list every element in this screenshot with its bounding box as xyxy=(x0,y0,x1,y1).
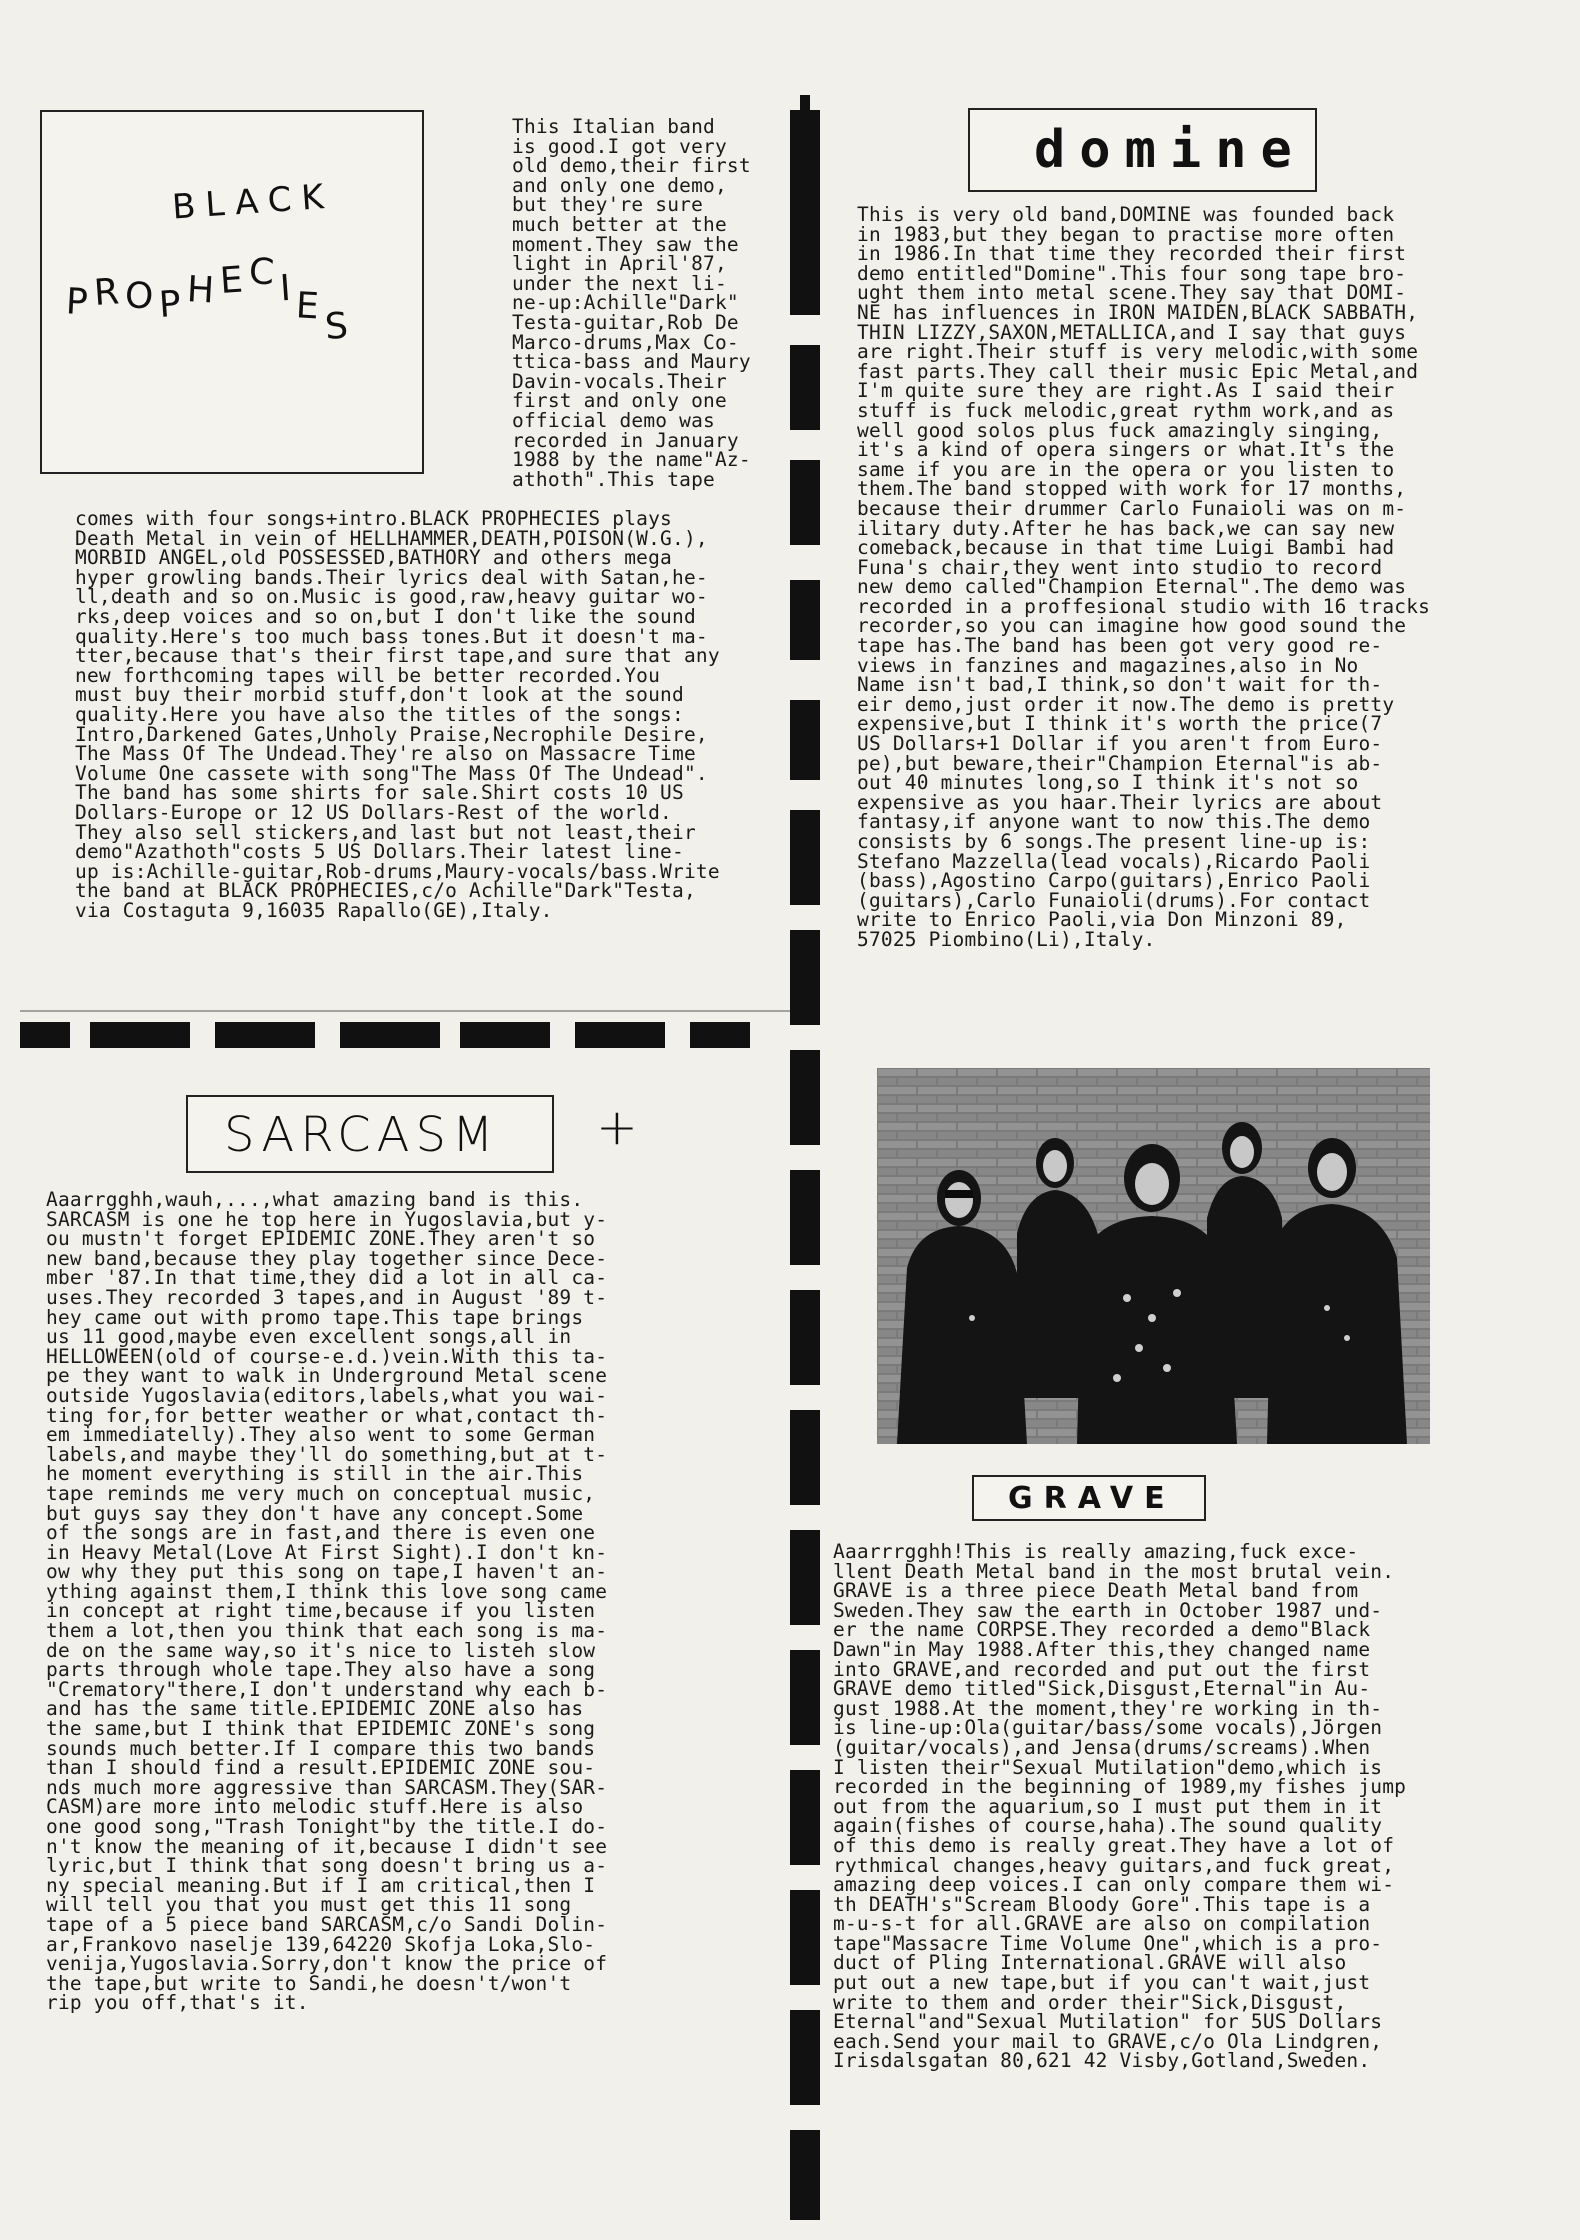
divider-dash xyxy=(790,700,820,780)
divider-dash xyxy=(790,1890,820,1985)
text-line: This is very old band,DOMINE was founded back xyxy=(857,203,1395,226)
black-prophecies-logo-prophecies xyxy=(64,251,356,348)
text-line: the tape,but write to Sandi,he doesn't/won't xyxy=(46,1971,572,1995)
text-line: ything against them,I think this love song came xyxy=(46,1579,608,1603)
grave-logo-box xyxy=(972,1475,1206,1521)
text-line: I'm quite sure they are right.As I said their xyxy=(857,379,1395,403)
grave-band-photo-image xyxy=(877,1068,1430,1444)
text-line: each.Send your mail to GRAVE,c/o Ola Lindgren, xyxy=(833,2029,1383,2053)
text-line: in concept at right time,because if you listen xyxy=(46,1599,596,1623)
divider-dash xyxy=(340,1022,440,1048)
text-line: ar,Frankovo naselje 139,64220 Skofja Loka,Slo- xyxy=(46,1932,596,1956)
text-line: but they're sure xyxy=(512,193,704,217)
text-line: ll,death and so on.Music is good,raw,heavy guitar wo- xyxy=(75,585,708,609)
text-line: parts through whole tape.They also have a song xyxy=(46,1658,596,1682)
text-line: in 1983,but they began to practise more often xyxy=(857,222,1395,246)
text-line: amazing deep voices.I can only compare them wi- xyxy=(833,1873,1395,1897)
text-line: nds much more aggressive than SARCASM.They(SAR- xyxy=(46,1775,608,1799)
text-line: recorded in the beginning of 1989,my fishes jump xyxy=(833,1775,1407,1799)
divider-dash xyxy=(790,2010,820,2105)
logo-letter: E xyxy=(295,285,327,328)
text-line: Aaarrgghh,wauh,...,what amazing band is this. xyxy=(46,1188,584,1211)
divider-dash xyxy=(575,1022,665,1048)
text-line: th DEATH's"Scream Bloody Gore".This tape is a xyxy=(833,1892,1371,1916)
text-line: "Crematory"there,I don't understand why each b- xyxy=(46,1677,608,1701)
text-line: is good.I got very xyxy=(512,134,727,158)
text-line: Dollars-Europe or 12 US Dollars-Rest of the world. xyxy=(75,800,672,824)
grave-body xyxy=(833,1542,1406,2071)
text-line: it's a kind of opera singers or what.It's the xyxy=(857,438,1395,462)
divider-dash xyxy=(790,460,820,545)
text-line: in Heavy Metal(Love At First Sight).I don't kn- xyxy=(46,1540,608,1564)
text-line: n't know the meaning of it,because I didn't see xyxy=(46,1834,608,1858)
text-line: Irisdalsgatan 80,621 42 Visby,Gotland,Sweden. xyxy=(833,2049,1371,2073)
logo-letter: R xyxy=(92,270,127,315)
logo-letter: P xyxy=(64,281,95,324)
black-prophecies-logo-box xyxy=(40,110,424,474)
text-line: write to Enrico Paoli,via Don Minzoni 89, xyxy=(857,908,1347,932)
text-line: than I should find a result.EPIDEMIC ZONE sou- xyxy=(46,1756,596,1780)
text-line: expensive,but I think it's worth the price(7 xyxy=(857,712,1383,736)
text-line: under the next li- xyxy=(512,271,727,295)
domine-body xyxy=(857,205,1430,950)
sarcasm-body xyxy=(46,1190,607,2013)
text-line: much better at the xyxy=(512,212,727,236)
text-line: (guitars),Carlo Funaioli(drums).For contact xyxy=(857,888,1371,912)
text-line: outside Yugoslavia(editors,labels,what you wai- xyxy=(46,1383,608,1407)
text-line: quality.Here's too much bass tones.But it doesn't ma- xyxy=(75,624,708,648)
text-line: 1988 by the name"Az- xyxy=(512,448,751,472)
text-line: GRAVE demo titled"Sick,Disgust,Eternal"in Au- xyxy=(833,1677,1371,1701)
grave-logo: GRAVE xyxy=(1008,1481,1176,1516)
text-line: put out a new tape,but if you can't wait,just xyxy=(833,1971,1371,1995)
text-line: I listen their"Sexual Mutilation"demo,which is xyxy=(833,1755,1383,1779)
text-line: Volume One cassete with song"The Mass Of The Undead". xyxy=(75,761,708,785)
text-line: demo entitled"Domine".This four song tape bro- xyxy=(857,261,1407,285)
text-line: well good solos plus fuck amazingly singing, xyxy=(857,418,1383,442)
text-line: views in fanzines and magazines,also in No xyxy=(857,653,1359,677)
text-line: Intro,Darkened Gates,Unholy Praise,Necrophile Desire, xyxy=(75,722,708,746)
text-line: is line-up:Ola(guitar/bass/some vocals),Jörgen xyxy=(833,1716,1383,1740)
intro-lines xyxy=(512,115,751,491)
text-line: The Mass Of The Undead.They're also on Massacre Time xyxy=(75,742,696,766)
logo-letter: E xyxy=(218,259,251,302)
text-line: write to them and order their"Sick,Disgust, xyxy=(833,1990,1347,2014)
text-line: eir demo,just order it now.The demo is pretty xyxy=(857,692,1395,716)
text-line: Name isn't bad,I think,so don't wait for th- xyxy=(857,673,1383,697)
text-line: ting for,for better weather or what,contact th- xyxy=(46,1403,608,1427)
text-line: gust 1988.At the moment,they're working in th- xyxy=(833,1696,1383,1720)
text-line: via Costaguta 9,16035 Rapallo(GE),Italy. xyxy=(75,898,553,922)
text-line: Davin-vocals.Their xyxy=(512,369,727,393)
text-line: (bass),Agostino Carpo(guitars),Enrico Paoli xyxy=(857,869,1371,893)
text-line: (guitar/vocals),and Jensa(drums/screams).When xyxy=(833,1735,1371,1759)
text-line: pe),but beware,their"Champion Eternal"is ab- xyxy=(857,751,1383,775)
text-line: again(fishes of course,haha).The sound quality xyxy=(833,1814,1383,1838)
text-line: em immediatelly).They also went to some German xyxy=(46,1423,596,1447)
text-line: hey came out with promo tape.This tape brings xyxy=(46,1305,584,1329)
domine-logo-box xyxy=(968,108,1317,192)
text-line: them.The band stopped with work for 17 months, xyxy=(857,477,1407,501)
text-line: official demo was xyxy=(512,408,715,432)
text-line: ow why they put this song on tape,I haven't an- xyxy=(46,1560,608,1584)
divider-dash xyxy=(790,345,820,430)
text-line: are right.Their stuff is very melodic,with some xyxy=(857,340,1419,364)
text-line: Eternal"and"Sexual Mutilation" for 5US Dollars xyxy=(833,2010,1383,2034)
divider-dash xyxy=(790,1170,820,1265)
divider-dash xyxy=(90,1022,190,1048)
text-line: will tell you that you must get this 11 song xyxy=(46,1893,572,1917)
divider-dash xyxy=(790,1290,820,1385)
logo-letter: S xyxy=(323,305,356,348)
text-line: quality.Here you have also the titles of the songs: xyxy=(75,702,684,726)
divider-dash xyxy=(215,1022,315,1048)
text-line: tter,because that's their first tape,and sure that any xyxy=(75,644,720,668)
text-line: mber '87.In that time,they did a lot in all ca- xyxy=(46,1266,608,1290)
text-line: NE has influences in IRON MAIDEN,BLACK SABBATH, xyxy=(857,300,1419,324)
text-line: athoth".This tape xyxy=(512,467,715,491)
sarcasm-logo: SARCASM xyxy=(224,1107,500,1163)
text-line: because their drummer Carlo Funaioli was on m- xyxy=(857,496,1407,520)
text-line: They also sell stickers,and last but not least,their xyxy=(75,820,696,844)
text-line: expensive as you haar.Their lyrics are about xyxy=(857,790,1383,814)
sarcasm-logo-box xyxy=(186,1095,554,1173)
text-line: Death Metal in vein of HELLHAMMER,DEATH,POISON(W.G.), xyxy=(75,526,708,550)
divider-dash xyxy=(20,1010,800,1012)
divider-dash xyxy=(790,230,820,315)
text-line: stuff is fuck melodic,great rythm work,and as xyxy=(857,398,1395,422)
text-line: m-u-s-t for all.GRAVE are also on compilation xyxy=(833,1912,1371,1936)
text-line: 57025 Piombino(Li),Italy. xyxy=(857,927,1156,951)
text-line: HELLOWEEN(old of course-e.d.)vein.With this ta- xyxy=(46,1344,608,1368)
text-line: sounds much better.If I compare this two bands xyxy=(46,1736,596,1760)
text-line: MORBID ANGEL,old POSSESSED,BATHORY and others mega xyxy=(75,546,672,570)
divider-dash xyxy=(20,1022,70,1048)
text-line: uses.They recorded 3 tapes,and in August '89 t- xyxy=(46,1285,608,1309)
text-line: hyper growling bands.Their lyrics deal with Satan,he- xyxy=(75,565,708,589)
text-line: llent Death Metal band in the most brutal vein. xyxy=(833,1559,1395,1583)
divider-dash xyxy=(690,1022,750,1048)
text-line: he moment everything is still in the air.This xyxy=(46,1462,584,1486)
text-line: of this demo is really great.They have a lot of xyxy=(833,1833,1395,1857)
text-line: first and only one xyxy=(512,389,727,413)
text-line: lyric,but I think that song doesn't bring us a- xyxy=(46,1854,608,1878)
text-line: ne-up:Achille"Dark" xyxy=(512,291,739,315)
text-line: in 1986.In that time they recorded their first xyxy=(857,242,1407,266)
text-line: demo"Azathoth"costs 5 US Dollars.Their latest line- xyxy=(75,840,684,864)
text-line: labels,and maybe they'll do something,but at t- xyxy=(46,1442,608,1466)
text-line: fast parts.They call their music Epic Metal,and xyxy=(857,359,1419,383)
divider-dash xyxy=(790,1530,820,1625)
text-line: consists by 6 songs.The present line-up is: xyxy=(857,830,1371,853)
text-line: tape has.The band has been got very good re- xyxy=(857,634,1383,658)
text-line: out 40 minutes long,so I think it's not so xyxy=(857,771,1359,795)
text-line: recorded in January xyxy=(512,428,739,452)
text-line: US Dollars+1 Dollar if you aren't from Euro- xyxy=(857,732,1383,756)
divider-dash xyxy=(790,810,820,905)
text-line: pe they want to walk in Underground Metal scene xyxy=(46,1364,608,1388)
text-line: Testa-guitar,Rob De xyxy=(512,310,739,334)
text-line: tape reminds me very much on conceptual music, xyxy=(46,1481,596,1505)
text-line: Dawn"in May 1988.After this,they changed name xyxy=(833,1637,1371,1661)
text-line: SARCASM is one he top here in Yugoslavia,but y- xyxy=(46,1207,608,1231)
text-line: same if you are in the opera or you listen to xyxy=(857,457,1395,481)
black-prophecies-logo-black: BLACK xyxy=(170,176,335,228)
text-line: ught them into metal scene.They say that DOMI- xyxy=(857,281,1407,305)
text-line: new band,because they play together since Dece- xyxy=(46,1246,608,1270)
text-line: the same,but I think that EPIDEMIC ZONE's song xyxy=(46,1717,596,1741)
text-line: recorded in a proffesional studio with 16 tracks xyxy=(857,594,1431,618)
text-line: The band has some shirts for sale.Shirt costs 10 US xyxy=(75,781,684,805)
text-line: venija,Yugoslavia.Sorry,don't know the price of xyxy=(46,1952,608,1976)
divider-dash xyxy=(790,1410,820,1505)
divider-dash xyxy=(790,1650,820,1745)
text-line: light in April'87, xyxy=(512,252,727,276)
text-line: duct of Pling International.GRAVE will also xyxy=(833,1951,1347,1975)
logo-letter: O xyxy=(123,275,161,318)
logo-letter: I xyxy=(278,267,298,310)
grave-band-photo xyxy=(877,1068,1430,1444)
text-line: comes with four songs+intro.BLACK PROPHECIES plays xyxy=(75,507,672,530)
text-line: comeback,because in that time Luigi Bambi had xyxy=(857,536,1395,560)
text-line: Stefano Mazzella(lead vocals),Ricardo Paoli xyxy=(857,849,1371,873)
text-line: of the songs are in fast,and there is even one xyxy=(46,1521,596,1545)
text-line: er the name CORPSE.They recorded a demo"Black xyxy=(833,1618,1371,1642)
text-line: and has the same title.EPIDEMIC ZONE also has xyxy=(46,1697,584,1721)
text-line: must buy their morbid stuff,don't look at the sound xyxy=(75,683,684,707)
divider-dash xyxy=(790,1050,820,1145)
text-line: GRAVE is a three piece Death Metal band from xyxy=(833,1579,1359,1603)
black-prophecies-intro xyxy=(512,117,751,489)
text-line: rks,deep voices and so on,but I don't like the sound xyxy=(75,604,696,628)
text-line: up is:Achille-guitar,Rob-drums,Maury-vocals/bass.Write xyxy=(75,859,720,883)
text-line: and only one demo, xyxy=(512,173,727,197)
text-line: out from the aquarium,so I must put them in it xyxy=(833,1794,1383,1818)
text-line: new forthcoming tapes will be better recorded.You xyxy=(75,663,661,687)
text-line: Aaarrrgghh!This is really amazing,fuck exce- xyxy=(833,1540,1359,1563)
sarcasm-logo-mark: + xyxy=(596,1098,638,1156)
text-line: CASM)are more into melodic stuff.Here is also xyxy=(46,1795,584,1819)
text-line: us 11 good,maybe even excellent songs,all in xyxy=(46,1325,572,1349)
text-line: one good song,"Trash Tonight"by the title.I do- xyxy=(46,1815,608,1838)
divider-dash xyxy=(790,2130,820,2220)
text-line: de on the same way,so it's nice to listeh slow xyxy=(46,1638,596,1662)
divider-dash xyxy=(790,1770,820,1865)
black-prophecies-body xyxy=(75,509,720,920)
text-line: rythmical changes,heavy guitars,and fuck great, xyxy=(833,1853,1395,1877)
text-line: THIN LIZZY,SAXON,METALLICA,and I say that guys xyxy=(857,320,1407,344)
divider-dash xyxy=(460,1022,550,1048)
logo-letter: C xyxy=(247,251,281,294)
text-line: Funa's chair,they went into studio to record xyxy=(857,555,1383,579)
text-line: new demo called"Champion Eternal".The demo was xyxy=(857,575,1407,599)
text-line: rip you off,that's it. xyxy=(46,1991,309,2015)
text-line: Marco-drums,Max Co- xyxy=(512,330,739,354)
text-line: into GRAVE,and recorded and put out the first xyxy=(833,1657,1371,1681)
logo-letter: P xyxy=(157,283,189,326)
text-line: Sweden.They saw the earth in October 1987 und- xyxy=(833,1598,1383,1622)
text-line: ilitary duty.After he has back,we can say new xyxy=(857,516,1395,540)
text-line: the band at BLACK PROPHECIES,c/o Achille"Dark"Testa, xyxy=(75,879,696,903)
text-line: tape of a 5 piece band SARCASM,c/o Sandi Dolin- xyxy=(46,1912,608,1936)
domine-logo: domine xyxy=(1034,120,1306,180)
logo-letter: H xyxy=(185,269,221,312)
text-line: old demo,their first xyxy=(512,154,751,178)
text-line: recorder,so you can imagine how good sound the xyxy=(857,614,1407,638)
text-line: tape"Massacre Time Volume One",which is a pro- xyxy=(833,1931,1383,1955)
text-line: This Italian band xyxy=(512,115,715,138)
text-line: ou mustn't forget EPIDEMIC ZONE.They aren't so xyxy=(46,1227,596,1251)
text-line: but guys say they don't have any concept.Some xyxy=(46,1501,584,1525)
text-line: them a lot,then you think that each song is ma- xyxy=(46,1619,608,1643)
text-line: ttica-bass and Maury xyxy=(512,350,751,374)
text-line: fantasy,if anyone want to now this.The demo xyxy=(857,810,1371,834)
text-line: moment.They saw the xyxy=(512,232,739,256)
divider-dash xyxy=(790,580,820,660)
text-line: ny special meaning.But if I am critical,then I xyxy=(46,1873,596,1897)
